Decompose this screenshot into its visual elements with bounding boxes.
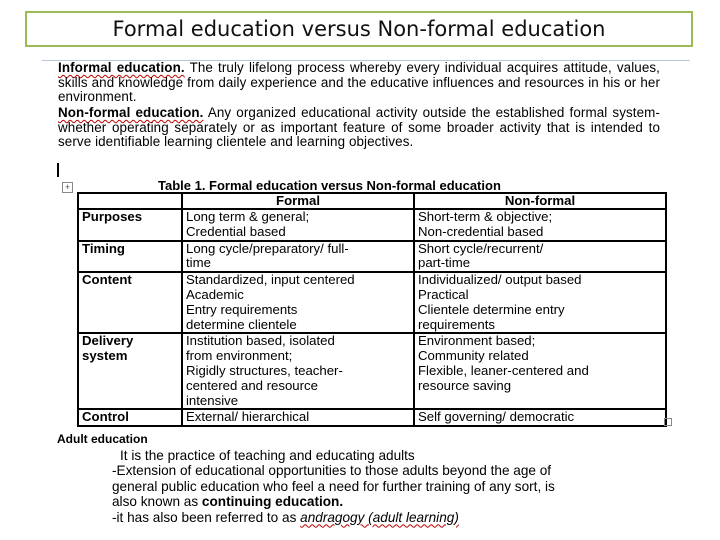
header-empty <box>78 193 182 209</box>
andragogy-term: andragogy (adult learning) <box>300 509 459 525</box>
header-nonformal: Non-formal <box>414 193 666 209</box>
table-row <box>78 272 666 333</box>
row-label: Timing <box>78 241 182 273</box>
table-row <box>78 209 666 241</box>
slide-title-box <box>25 11 693 47</box>
adult-education-text <box>112 448 662 525</box>
row-label: Content <box>78 272 182 333</box>
nonformal-cell: Environment based; Community related Flexible, leaner-centered and resource saving <box>414 333 666 409</box>
table-row <box>78 333 666 409</box>
table-row <box>78 241 666 273</box>
continuing-education-term: continuing education. <box>201 494 344 510</box>
table-row <box>78 409 666 426</box>
informal-education-paragraph <box>58 61 660 105</box>
table-caption: Table 1. Formal education versus Non-formal education <box>158 178 501 193</box>
adult-line-4 <box>112 494 662 509</box>
formal-cell: External/ hierarchical <box>182 409 414 426</box>
table-resize-handle[interactable] <box>664 418 672 426</box>
nonformal-cell: Individualized/ output based Practical Clientele determine entry requirements <box>414 272 666 333</box>
nonformal-term: Non-formal education. <box>58 105 204 120</box>
table-move-handle-icon[interactable]: + <box>62 182 73 193</box>
formal-cell: Long cycle/preparatory/ full- time <box>182 241 414 273</box>
adult-line-2: -Extension of educational opportunities to those adults beyond the age of <box>112 463 552 479</box>
row-label: Delivery system <box>78 333 182 409</box>
formal-cell: Long term & general; Credential based <box>182 209 414 241</box>
nonformal-cell: Self governing/ democratic <box>414 409 666 426</box>
nonformal-education-paragraph <box>58 106 660 150</box>
adult-line-5 <box>112 510 662 525</box>
adult-line-4-text: also known as <box>112 494 202 510</box>
informal-term: Informal education. <box>58 60 185 75</box>
nonformal-cell: Short cycle/recurrent/ part-time <box>414 241 666 273</box>
formal-cell: Institution based, isolated from environment; Rigidly structures, teacher- centered and resource intensive <box>182 333 414 409</box>
adult-education-heading: Adult education <box>57 432 148 446</box>
adult-line-3: general public education who feel a need for further training of any sort, is <box>112 478 555 494</box>
adult-line-5-text: -it has also been referred to as <box>112 509 301 525</box>
header-formal: Formal <box>182 193 414 209</box>
informal-definition: The truly lifelong process whereby every individual acquires attitude, values, skills and knowledge from daily experience and the educative influences and resources in his or her environment. <box>58 60 661 105</box>
text-cursor <box>57 163 59 177</box>
nonformal-definition: Any organized educational activity outside the established formal system-whether operating separately or as important feature of some broader activity that is intended to serve identifiable learning clientele and learning objectives. <box>58 105 660 150</box>
adult-line-1: It is the practice of teaching and educating adults <box>120 448 415 463</box>
slide-title: Formal education versus Non-formal education <box>112 17 606 41</box>
formal-cell: Standardized, input centered Academic Entry requirements determine clientele <box>182 272 414 333</box>
nonformal-cell: Short-term & objective; Non-credential based <box>414 209 666 241</box>
comparison-table <box>77 192 667 427</box>
row-label: Control <box>78 409 182 426</box>
table-header-row <box>78 193 666 209</box>
row-label: Purposes <box>78 209 182 241</box>
